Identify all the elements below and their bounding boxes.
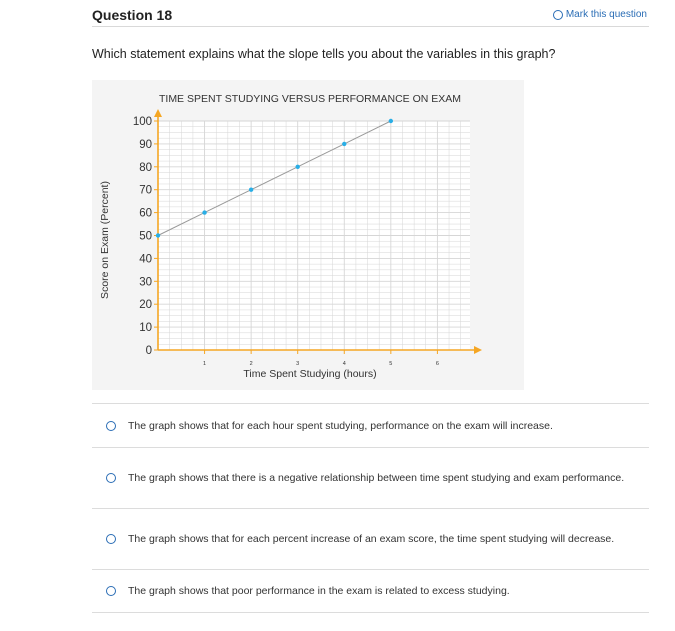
x-tick-label: 1 [203,361,207,367]
x-axis-label: Time Spent Studying (hours) [243,368,377,380]
y-tick-label: 50 [139,230,152,243]
x-tick-label: 3 [296,361,300,367]
y-tick-label: 70 [139,184,152,197]
radio-icon[interactable] [106,534,116,544]
y-tick-label: 30 [139,276,152,289]
chart-figure [92,80,524,390]
data-point [296,165,300,169]
x-tick-label: 2 [249,361,253,367]
data-point [389,119,393,123]
radio-icon[interactable] [106,473,116,483]
y-tick-label: 90 [139,138,152,151]
data-point [156,233,160,237]
y-tick-label: 80 [139,161,152,174]
data-point [342,142,346,146]
data-point [249,188,253,192]
y-axis-arrow [154,109,162,117]
x-tick-label: 6 [435,361,439,367]
answer-option-2[interactable] [92,447,649,508]
mark-circle-icon [553,10,563,20]
y-tick-label: 100 [132,116,152,128]
answer-option-3[interactable] [92,508,649,569]
data-point [202,210,206,214]
x-axis-arrow [474,346,482,354]
chart-title: TIME SPENT STUDYING VERSUS PERFORMANCE ON EXAM [158,93,462,105]
y-tick-label: 10 [139,322,152,335]
y-tick-label: 0 [145,345,152,357]
y-axis-label: Score on Exam (Percent) [99,181,111,299]
answer-option-text: The graph shows that for each percent increase of an exam score, the time spent studying will decrease. [128,533,615,545]
mark-question-button[interactable] [553,9,647,20]
slope-chart [92,80,524,390]
question-title: Question 18 [92,7,173,23]
y-tick-label: 40 [139,253,152,266]
answer-option-text: The graph shows that there is a negative relationship between time spent studying and exam performance. [128,472,625,484]
question-header [92,0,649,27]
y-tick-label: 60 [139,207,152,220]
radio-icon[interactable] [106,586,116,596]
answer-options [92,403,649,613]
answer-option-4[interactable] [92,569,649,613]
question-prompt: Which statement explains what the slope tells you about the variables in this graph? [92,47,556,61]
answer-option-text: The graph shows that for each hour spent studying, performance on the exam will increase. [128,419,553,432]
radio-icon[interactable] [106,421,116,431]
x-tick-label: 5 [389,361,393,367]
answer-option-1[interactable] [92,403,649,447]
mark-question-label: Mark this question [565,9,647,20]
answer-option-text: The graph shows that poor performance in the exam is related to excess studying. [128,585,510,597]
y-tick-label: 20 [139,299,152,312]
x-tick-label: 4 [342,361,346,367]
